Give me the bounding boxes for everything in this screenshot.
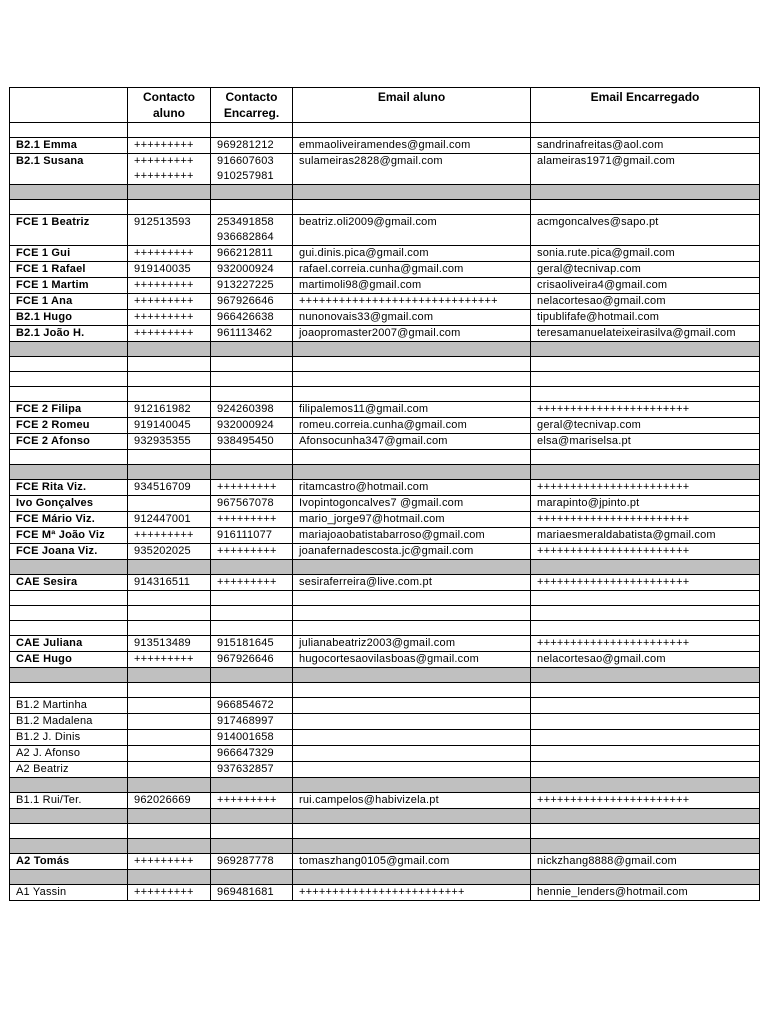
- guardian-email-cell: [531, 185, 760, 200]
- student-email-cell: hugocortesaovilasboas@gmail.com: [293, 652, 531, 668]
- guardian-email-cell: [531, 824, 760, 839]
- student-email-cell: [293, 450, 531, 465]
- contacts-table: [9, 87, 760, 901]
- student-phone-cell: [128, 698, 211, 714]
- table-row: [10, 762, 760, 778]
- student-phone-cell: 912161982: [128, 402, 211, 418]
- guardian-email-cell: hennie_lenders@hotmail.com: [531, 885, 760, 901]
- student-phone-cell: +++++++++ +++++++++: [128, 154, 211, 185]
- guardian-email-cell: [531, 698, 760, 714]
- student-phone-cell: [128, 870, 211, 885]
- student-phone-cell: [128, 606, 211, 621]
- guardian-email-cell: [531, 357, 760, 372]
- guardian-phone-cell: [211, 778, 293, 793]
- student-phone-cell: [128, 746, 211, 762]
- student-name-cell: FCE 1 Ana: [10, 294, 128, 310]
- student-name-cell: [10, 185, 128, 200]
- student-phone-cell: [128, 809, 211, 824]
- student-email-cell: joanafernadescosta.jc@gmail.com: [293, 544, 531, 560]
- student-email-cell: [293, 762, 531, 778]
- student-email-cell: [293, 560, 531, 575]
- guardian-phone-cell: +++++++++: [211, 544, 293, 560]
- student-email-cell: beatriz.oli2009@gmail.com: [293, 215, 531, 246]
- table-row: [10, 730, 760, 746]
- student-email-cell: julianabeatriz2003@gmail.com: [293, 636, 531, 652]
- table-row: [10, 215, 760, 246]
- student-name-cell: B2.1 João H.: [10, 326, 128, 342]
- student-email-cell: [293, 591, 531, 606]
- table-row: [10, 138, 760, 154]
- student-email-cell: mariajoaobatistabarroso@gmail.com: [293, 528, 531, 544]
- guardian-email-cell: acmgoncalves@sapo.pt: [531, 215, 760, 246]
- guardian-email-cell: tipublifafe@hotmail.com: [531, 310, 760, 326]
- guardian-phone-cell: [211, 387, 293, 402]
- table-body: [10, 123, 760, 901]
- table-row: [10, 683, 760, 698]
- student-email-cell: [293, 746, 531, 762]
- student-phone-cell: +++++++++: [128, 138, 211, 154]
- student-email-cell: [293, 357, 531, 372]
- student-email-cell: [293, 372, 531, 387]
- table-row: [10, 294, 760, 310]
- table-row: [10, 450, 760, 465]
- guardian-email-cell: nickzhang8888@gmail.com: [531, 854, 760, 870]
- student-name-cell: FCE 2 Afonso: [10, 434, 128, 450]
- student-email-cell: +++++++++++++++++++++++++: [293, 885, 531, 901]
- student-name-cell: B2.1 Susana: [10, 154, 128, 185]
- guardian-phone-cell: [211, 606, 293, 621]
- student-name-cell: B1.2 Madalena: [10, 714, 128, 730]
- table-row: [10, 854, 760, 870]
- separator-row: [10, 560, 760, 575]
- student-phone-cell: 932935355: [128, 434, 211, 450]
- student-name-cell: [10, 591, 128, 606]
- student-name-cell: CAE Sesira: [10, 575, 128, 591]
- guardian-email-cell: [531, 123, 760, 138]
- guardian-email-cell: [531, 387, 760, 402]
- student-name-cell: FCE Mário Viz.: [10, 512, 128, 528]
- student-name-cell: FCE Mª João Viz: [10, 528, 128, 544]
- table-row: [10, 246, 760, 262]
- student-name-cell: A2 Beatriz: [10, 762, 128, 778]
- guardian-email-cell: [531, 342, 760, 357]
- student-email-cell: [293, 714, 531, 730]
- guardian-email-cell: [531, 591, 760, 606]
- table-row: [10, 528, 760, 544]
- guardian-phone-cell: +++++++++: [211, 793, 293, 809]
- header-email-aluno: Email aluno: [293, 88, 531, 123]
- separator-row: [10, 839, 760, 854]
- student-phone-cell: [128, 762, 211, 778]
- student-name-cell: [10, 560, 128, 575]
- student-phone-cell: [128, 342, 211, 357]
- student-name-cell: [10, 342, 128, 357]
- guardian-phone-cell: [211, 185, 293, 200]
- student-name-cell: FCE 1 Rafael: [10, 262, 128, 278]
- student-name-cell: CAE Juliana: [10, 636, 128, 652]
- student-email-cell: sulameiras2828@gmail.com: [293, 154, 531, 185]
- student-name-cell: [10, 465, 128, 480]
- guardian-email-cell: [531, 730, 760, 746]
- student-phone-cell: [128, 824, 211, 839]
- student-name-cell: CAE Hugo: [10, 652, 128, 668]
- guardian-email-cell: sonia.rute.pica@gmail.com: [531, 246, 760, 262]
- student-phone-cell: [128, 185, 211, 200]
- student-phone-cell: 912513593: [128, 215, 211, 246]
- table-row: [10, 434, 760, 450]
- student-email-cell: martimoli98@gmail.com: [293, 278, 531, 294]
- student-phone-cell: [128, 560, 211, 575]
- guardian-phone-cell: 966647329: [211, 746, 293, 762]
- header-email-encarregado: Email Encarregado: [531, 88, 760, 123]
- guardian-email-cell: [531, 450, 760, 465]
- student-name-cell: [10, 683, 128, 698]
- guardian-email-cell: [531, 668, 760, 683]
- student-phone-cell: 962026669: [128, 793, 211, 809]
- student-phone-cell: +++++++++: [128, 310, 211, 326]
- guardian-email-cell: +++++++++++++++++++++++: [531, 575, 760, 591]
- guardian-phone-cell: [211, 683, 293, 698]
- guardian-email-cell: [531, 714, 760, 730]
- student-email-cell: emmaoliveiramendes@gmail.com: [293, 138, 531, 154]
- table-row: [10, 652, 760, 668]
- student-email-cell: Ivopintogoncalves7 @gmail.com: [293, 496, 531, 512]
- table-row: [10, 698, 760, 714]
- table-row: [10, 123, 760, 138]
- header-row: [10, 88, 760, 123]
- guardian-phone-cell: 969281212: [211, 138, 293, 154]
- student-email-cell: ritamcastro@hotmail.com: [293, 480, 531, 496]
- guardian-phone-cell: [211, 809, 293, 824]
- header-name: [10, 88, 128, 123]
- guardian-phone-cell: 938495450: [211, 434, 293, 450]
- table-row: [10, 357, 760, 372]
- guardian-phone-cell: [211, 200, 293, 215]
- student-email-cell: [293, 683, 531, 698]
- student-phone-cell: [128, 778, 211, 793]
- student-name-cell: [10, 778, 128, 793]
- student-email-cell: joaopromaster2007@gmail.com: [293, 326, 531, 342]
- student-phone-cell: [128, 621, 211, 636]
- student-email-cell: [293, 809, 531, 824]
- student-phone-cell: +++++++++: [128, 528, 211, 544]
- student-name-cell: B1.2 J. Dinis: [10, 730, 128, 746]
- student-name-cell: B2.1 Hugo: [10, 310, 128, 326]
- student-phone-cell: 919140035: [128, 262, 211, 278]
- student-phone-cell: [128, 683, 211, 698]
- student-phone-cell: [128, 450, 211, 465]
- guardian-email-cell: [531, 762, 760, 778]
- student-name-cell: A2 Tomás: [10, 854, 128, 870]
- separator-row: [10, 778, 760, 793]
- guardian-phone-cell: [211, 824, 293, 839]
- separator-row: [10, 465, 760, 480]
- student-phone-cell: +++++++++: [128, 294, 211, 310]
- student-phone-cell: [128, 668, 211, 683]
- guardian-phone-cell: 966854672: [211, 698, 293, 714]
- guardian-phone-cell: 967567078: [211, 496, 293, 512]
- student-email-cell: [293, 123, 531, 138]
- table-row: [10, 480, 760, 496]
- student-phone-cell: 913513489: [128, 636, 211, 652]
- guardian-email-cell: nelacortesao@gmail.com: [531, 294, 760, 310]
- guardian-email-cell: [531, 200, 760, 215]
- student-name-cell: [10, 450, 128, 465]
- table-row: [10, 636, 760, 652]
- student-name-cell: [10, 387, 128, 402]
- guardian-phone-cell: [211, 668, 293, 683]
- student-phone-cell: +++++++++: [128, 326, 211, 342]
- student-phone-cell: 919140045: [128, 418, 211, 434]
- guardian-email-cell: geral@tecnivap.com: [531, 262, 760, 278]
- table-row: [10, 326, 760, 342]
- guardian-phone-cell: 913227225: [211, 278, 293, 294]
- guardian-phone-cell: [211, 560, 293, 575]
- guardian-phone-cell: +++++++++: [211, 575, 293, 591]
- guardian-phone-cell: [211, 465, 293, 480]
- table-row: [10, 606, 760, 621]
- student-email-cell: rui.campelos@habivizela.pt: [293, 793, 531, 809]
- table-row: [10, 387, 760, 402]
- student-phone-cell: +++++++++: [128, 652, 211, 668]
- table-row: [10, 310, 760, 326]
- table-row: [10, 512, 760, 528]
- student-email-cell: romeu.correia.cunha@gmail.com: [293, 418, 531, 434]
- student-name-cell: [10, 839, 128, 854]
- table-row: [10, 714, 760, 730]
- student-phone-cell: [128, 200, 211, 215]
- student-name-cell: FCE Joana Viz.: [10, 544, 128, 560]
- guardian-phone-cell: 924260398: [211, 402, 293, 418]
- guardian-email-cell: [531, 465, 760, 480]
- student-email-cell: [293, 387, 531, 402]
- guardian-phone-cell: 915181645: [211, 636, 293, 652]
- student-name-cell: [10, 621, 128, 636]
- guardian-phone-cell: [211, 621, 293, 636]
- student-email-cell: [293, 200, 531, 215]
- guardian-phone-cell: 969287778: [211, 854, 293, 870]
- guardian-email-cell: [531, 621, 760, 636]
- separator-row: [10, 185, 760, 200]
- guardian-email-cell: [531, 746, 760, 762]
- student-phone-cell: 935202025: [128, 544, 211, 560]
- student-name-cell: B2.1 Emma: [10, 138, 128, 154]
- guardian-phone-cell: [211, 357, 293, 372]
- student-email-cell: ++++++++++++++++++++++++++++++: [293, 294, 531, 310]
- student-phone-cell: 914316511: [128, 575, 211, 591]
- header-contacto-encarreg: Contacto Encarreg.: [211, 88, 293, 123]
- guardian-phone-cell: 914001658: [211, 730, 293, 746]
- student-phone-cell: [128, 357, 211, 372]
- guardian-email-cell: +++++++++++++++++++++++: [531, 480, 760, 496]
- student-phone-cell: [128, 387, 211, 402]
- student-name-cell: FCE 1 Martim: [10, 278, 128, 294]
- guardian-email-cell: [531, 839, 760, 854]
- student-email-cell: rafael.correia.cunha@gmail.com: [293, 262, 531, 278]
- student-name-cell: Ivo Gonçalves: [10, 496, 128, 512]
- student-email-cell: [293, 870, 531, 885]
- student-email-cell: [293, 185, 531, 200]
- guardian-email-cell: +++++++++++++++++++++++: [531, 512, 760, 528]
- guardian-email-cell: [531, 809, 760, 824]
- guardian-email-cell: [531, 560, 760, 575]
- student-name-cell: FCE 2 Romeu: [10, 418, 128, 434]
- student-phone-cell: [128, 591, 211, 606]
- guardian-email-cell: +++++++++++++++++++++++: [531, 793, 760, 809]
- guardian-email-cell: crisaoliveira4@gmail.com: [531, 278, 760, 294]
- student-phone-cell: 912447001: [128, 512, 211, 528]
- guardian-email-cell: geral@tecnivap.com: [531, 418, 760, 434]
- table-row: [10, 262, 760, 278]
- student-name-cell: B1.2 Martinha: [10, 698, 128, 714]
- student-name-cell: A1 Yassin: [10, 885, 128, 901]
- student-email-cell: Afonsocunha347@gmail.com: [293, 434, 531, 450]
- student-name-cell: [10, 870, 128, 885]
- student-email-cell: [293, 778, 531, 793]
- guardian-email-cell: [531, 683, 760, 698]
- guardian-phone-cell: 253491858 936682864: [211, 215, 293, 246]
- student-phone-cell: 934516709: [128, 480, 211, 496]
- student-email-cell: [293, 698, 531, 714]
- separator-row: [10, 668, 760, 683]
- guardian-phone-cell: 916607603 910257981: [211, 154, 293, 185]
- student-name-cell: A2 J. Afonso: [10, 746, 128, 762]
- guardian-phone-cell: 967926646: [211, 294, 293, 310]
- table-row: [10, 278, 760, 294]
- student-name-cell: [10, 824, 128, 839]
- guardian-phone-cell: 969481681: [211, 885, 293, 901]
- guardian-email-cell: +++++++++++++++++++++++: [531, 636, 760, 652]
- student-name-cell: FCE 1 Gui: [10, 246, 128, 262]
- guardian-email-cell: +++++++++++++++++++++++: [531, 544, 760, 560]
- table-row: [10, 154, 760, 185]
- table-row: [10, 793, 760, 809]
- guardian-phone-cell: 966212811: [211, 246, 293, 262]
- separator-row: [10, 342, 760, 357]
- guardian-email-cell: [531, 778, 760, 793]
- student-phone-cell: [128, 465, 211, 480]
- student-email-cell: [293, 465, 531, 480]
- separator-row: [10, 809, 760, 824]
- student-email-cell: nunonovais33@gmail.com: [293, 310, 531, 326]
- guardian-phone-cell: [211, 372, 293, 387]
- table-row: [10, 200, 760, 215]
- guardian-phone-cell: [211, 591, 293, 606]
- student-email-cell: filipalemos11@gmail.com: [293, 402, 531, 418]
- student-name-cell: [10, 668, 128, 683]
- student-email-cell: [293, 342, 531, 357]
- guardian-email-cell: alameiras1971@gmail.com: [531, 154, 760, 185]
- student-phone-cell: +++++++++: [128, 885, 211, 901]
- student-email-cell: gui.dinis.pica@gmail.com: [293, 246, 531, 262]
- guardian-email-cell: [531, 606, 760, 621]
- guardian-phone-cell: 932000924: [211, 418, 293, 434]
- guardian-phone-cell: [211, 342, 293, 357]
- guardian-email-cell: [531, 372, 760, 387]
- guardian-phone-cell: 966426638: [211, 310, 293, 326]
- student-name-cell: [10, 123, 128, 138]
- guardian-phone-cell: 967926646: [211, 652, 293, 668]
- table-row: [10, 746, 760, 762]
- student-email-cell: [293, 824, 531, 839]
- guardian-email-cell: mariaesmeraldabatista@gmail.com: [531, 528, 760, 544]
- guardian-phone-cell: [211, 450, 293, 465]
- student-phone-cell: [128, 123, 211, 138]
- student-phone-cell: [128, 496, 211, 512]
- student-phone-cell: [128, 372, 211, 387]
- student-name-cell: [10, 200, 128, 215]
- table-row: [10, 591, 760, 606]
- student-name-cell: [10, 606, 128, 621]
- header-contacto-aluno: Contacto aluno: [128, 88, 211, 123]
- table-row: [10, 372, 760, 387]
- student-phone-cell: +++++++++: [128, 854, 211, 870]
- student-phone-cell: [128, 714, 211, 730]
- guardian-email-cell: [531, 870, 760, 885]
- table-row: [10, 575, 760, 591]
- guardian-phone-cell: 932000924: [211, 262, 293, 278]
- table-row: [10, 885, 760, 901]
- student-name-cell: B1.1 Rui/Ter.: [10, 793, 128, 809]
- student-phone-cell: +++++++++: [128, 246, 211, 262]
- table-row: [10, 621, 760, 636]
- guardian-phone-cell: 937632857: [211, 762, 293, 778]
- student-name-cell: [10, 809, 128, 824]
- table-row: [10, 418, 760, 434]
- student-name-cell: FCE Rita Viz.: [10, 480, 128, 496]
- student-email-cell: [293, 606, 531, 621]
- student-phone-cell: [128, 730, 211, 746]
- student-email-cell: tomaszhang0105@gmail.com: [293, 854, 531, 870]
- table-row: [10, 824, 760, 839]
- guardian-email-cell: nelacortesao@gmail.com: [531, 652, 760, 668]
- guardian-phone-cell: 916111077: [211, 528, 293, 544]
- guardian-email-cell: sandrinafreitas@aol.com: [531, 138, 760, 154]
- guardian-phone-cell: [211, 839, 293, 854]
- student-email-cell: [293, 730, 531, 746]
- guardian-phone-cell: 961113462: [211, 326, 293, 342]
- guardian-phone-cell: +++++++++: [211, 512, 293, 528]
- student-email-cell: [293, 621, 531, 636]
- student-email-cell: [293, 839, 531, 854]
- guardian-phone-cell: 917468997: [211, 714, 293, 730]
- guardian-phone-cell: [211, 870, 293, 885]
- table-row: [10, 402, 760, 418]
- student-email-cell: [293, 668, 531, 683]
- guardian-phone-cell: [211, 123, 293, 138]
- guardian-phone-cell: +++++++++: [211, 480, 293, 496]
- guardian-email-cell: elsa@mariselsa.pt: [531, 434, 760, 450]
- student-email-cell: mario_jorge97@hotmail.com: [293, 512, 531, 528]
- separator-row: [10, 870, 760, 885]
- student-name-cell: FCE 2 Filipa: [10, 402, 128, 418]
- guardian-email-cell: teresamanuelateixeirasilva@gmail.com: [531, 326, 760, 342]
- student-name-cell: [10, 372, 128, 387]
- student-phone-cell: +++++++++: [128, 278, 211, 294]
- student-email-cell: sesiraferreira@live.com.pt: [293, 575, 531, 591]
- student-name-cell: [10, 357, 128, 372]
- guardian-email-cell: +++++++++++++++++++++++: [531, 402, 760, 418]
- table-row: [10, 544, 760, 560]
- guardian-email-cell: marapinto@jpinto.pt: [531, 496, 760, 512]
- student-name-cell: FCE 1 Beatriz: [10, 215, 128, 246]
- table-row: [10, 496, 760, 512]
- student-phone-cell: [128, 839, 211, 854]
